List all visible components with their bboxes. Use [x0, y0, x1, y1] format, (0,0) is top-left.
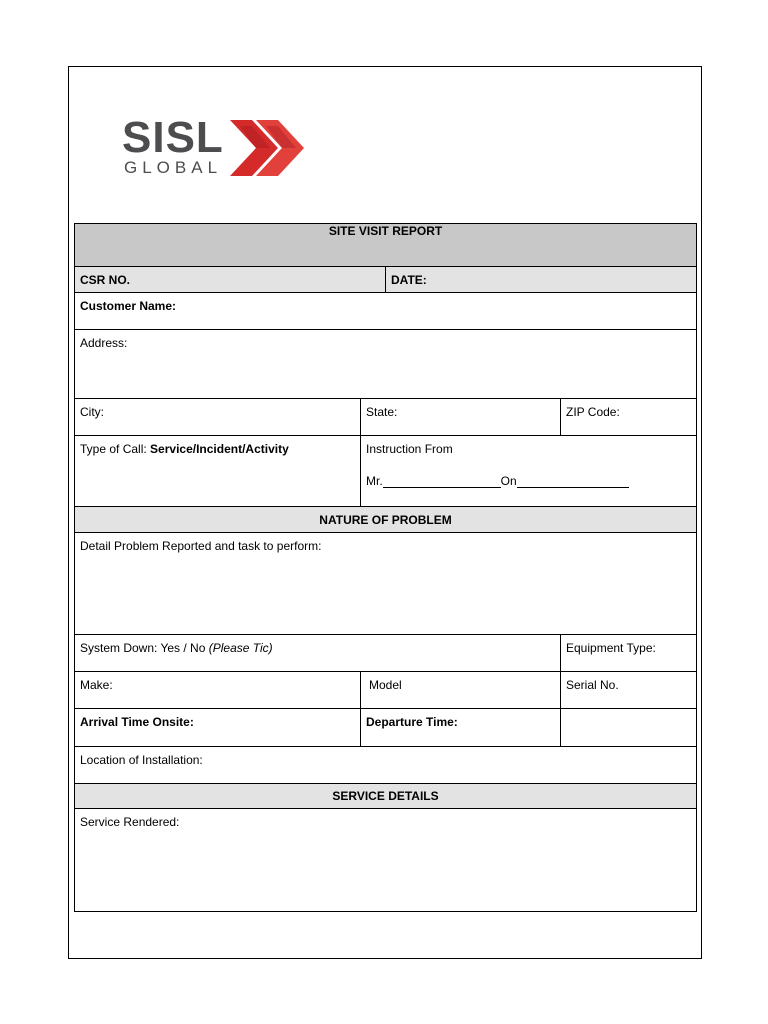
logo-chevron-icon	[230, 120, 314, 176]
mr-label: Mr.	[366, 474, 383, 488]
departure-time-field[interactable]	[361, 709, 561, 747]
state-label: State:	[366, 405, 398, 419]
customer-name-label: Customer Name:	[80, 299, 177, 313]
city-field[interactable]	[75, 399, 361, 436]
address-field[interactable]	[75, 330, 697, 399]
location-field[interactable]	[75, 747, 697, 784]
date-field[interactable]	[386, 267, 697, 293]
csr-no-label: CSR NO.	[80, 272, 131, 287]
zip-code-field[interactable]	[561, 399, 697, 436]
service-rendered-field[interactable]	[75, 809, 697, 912]
serial-no-field[interactable]	[561, 672, 697, 709]
state-field[interactable]	[361, 399, 561, 436]
service-rendered-label: Service Rendered:	[80, 815, 180, 829]
csr-no-field[interactable]	[75, 267, 386, 293]
departure-time-value-cell[interactable]	[561, 709, 697, 747]
type-of-call-label: Type of Call:	[80, 442, 147, 456]
make-field[interactable]	[75, 672, 361, 709]
system-down-note: (Please Tic)	[208, 641, 273, 655]
nature-of-problem-header: NATURE OF PROBLEM	[75, 507, 697, 533]
service-details-header: SERVICE DETAILS	[75, 784, 697, 809]
logo-word-global: GLOBAL	[124, 158, 223, 177]
arrival-time-label: Arrival Time Onsite:	[80, 715, 194, 729]
instruction-from-label: Instruction From	[366, 442, 453, 456]
on-blank-line[interactable]	[517, 475, 629, 488]
arrival-time-field[interactable]	[75, 709, 361, 747]
instruction-from-field[interactable]	[361, 436, 697, 507]
model-field[interactable]	[361, 672, 561, 709]
equipment-type-field[interactable]	[561, 635, 697, 672]
detail-problem-label: Detail Problem Reported and task to perform:	[80, 539, 322, 553]
departure-time-label: Departure Time:	[366, 715, 458, 729]
location-label: Location of Installation:	[80, 753, 203, 767]
system-down-label: System Down: Yes / No	[80, 641, 206, 655]
logo-word-sisl: SISL	[122, 113, 224, 162]
sisl-global-logo	[122, 113, 322, 178]
type-of-call-field[interactable]	[75, 436, 361, 507]
serial-no-label: Serial No.	[566, 678, 619, 692]
customer-name-field[interactable]	[75, 293, 697, 330]
site-visit-form	[74, 223, 697, 912]
city-label: City:	[80, 405, 104, 419]
mr-blank-line[interactable]	[383, 475, 501, 488]
make-label: Make:	[80, 678, 113, 692]
system-down-field[interactable]	[75, 635, 561, 672]
address-label: Address:	[80, 336, 128, 350]
date-label: DATE:	[391, 272, 427, 287]
form-title: SITE VISIT REPORT	[75, 224, 697, 267]
on-label: On	[500, 474, 517, 488]
zip-code-label: ZIP Code:	[566, 405, 620, 419]
detail-problem-field[interactable]	[75, 533, 697, 635]
equipment-type-label: Equipment Type:	[566, 641, 656, 655]
model-label: Model	[369, 678, 402, 692]
type-of-call-options: Service/Incident/Activity	[150, 442, 289, 456]
